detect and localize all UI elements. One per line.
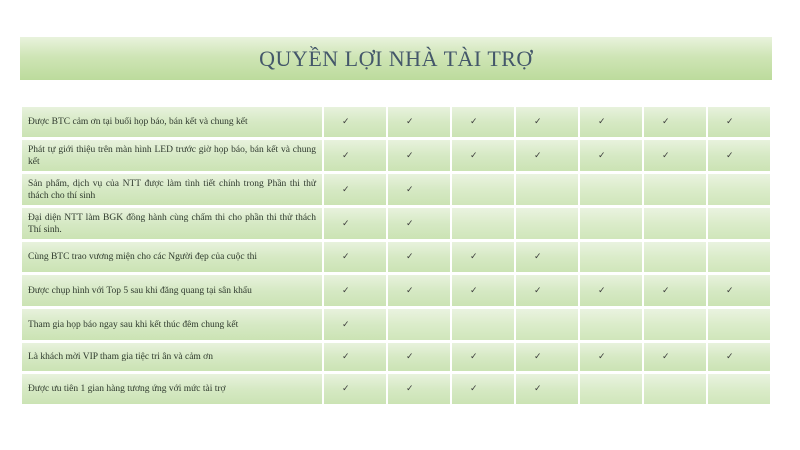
- benefit-label: Đại diện NTT làm BGK đồng hành cùng chấm thi cho phần thi thử thách Thí sinh.: [22, 208, 322, 239]
- benefit-label: Cùng BTC trao vương miện cho các Người đẹp của cuộc thi: [22, 242, 322, 272]
- check-icon: ✓: [516, 343, 578, 371]
- check-icon: ✓: [580, 275, 642, 306]
- check-icon: ✓: [516, 374, 578, 404]
- empty-cell: [452, 174, 514, 205]
- check-icon: ✓: [452, 343, 514, 371]
- check-icon: ✓: [324, 208, 386, 239]
- empty-cell: [516, 309, 578, 340]
- table-row: [22, 275, 770, 306]
- empty-cell: [644, 208, 706, 239]
- table-row: [22, 374, 770, 404]
- table-row: [22, 140, 770, 171]
- check-icon: ✓: [580, 343, 642, 371]
- empty-cell: [452, 309, 514, 340]
- table-row: [22, 309, 770, 340]
- empty-cell: [580, 309, 642, 340]
- empty-cell: [580, 174, 642, 205]
- page-title: QUYỀN LỢI NHÀ TÀI TRỢ: [259, 45, 533, 71]
- title-banner: [20, 37, 772, 80]
- check-icon: ✓: [388, 140, 450, 171]
- check-icon: ✓: [388, 174, 450, 205]
- benefit-label: Được ưu tiên 1 gian hàng tương ứng với mức tài trợ: [22, 374, 322, 404]
- benefit-label: Phát tự giới thiệu trên màn hình LED trước giờ họp báo, bán kết và chung kết: [22, 140, 322, 171]
- empty-cell: [516, 174, 578, 205]
- check-icon: ✓: [516, 242, 578, 272]
- table-row: [22, 242, 770, 272]
- check-icon: ✓: [388, 374, 450, 404]
- empty-cell: [388, 309, 450, 340]
- sponsor-benefits-table: [20, 104, 772, 407]
- table-row: [22, 343, 770, 371]
- check-icon: ✓: [580, 107, 642, 137]
- check-icon: ✓: [324, 275, 386, 306]
- empty-cell: [708, 242, 770, 272]
- empty-cell: [452, 208, 514, 239]
- check-icon: ✓: [644, 107, 706, 137]
- empty-cell: [644, 374, 706, 404]
- empty-cell: [644, 174, 706, 205]
- check-icon: ✓: [324, 343, 386, 371]
- empty-cell: [708, 208, 770, 239]
- benefit-label: Là khách mời VIP tham gia tiệc tri ân và cảm ơn: [22, 343, 322, 371]
- benefit-label: Sản phẩm, dịch vụ của NTT được làm tình tiết chính trong Phần thi thử thách cho thí sinh: [22, 174, 322, 205]
- table-row: [22, 174, 770, 205]
- check-icon: ✓: [708, 275, 770, 306]
- benefit-label: Được chụp hình với Top 5 sau khi đăng quang tại sân khấu: [22, 275, 322, 306]
- empty-cell: [708, 374, 770, 404]
- check-icon: ✓: [452, 242, 514, 272]
- check-icon: ✓: [708, 140, 770, 171]
- check-icon: ✓: [324, 140, 386, 171]
- check-icon: ✓: [388, 275, 450, 306]
- benefit-label: Tham gia họp báo ngay sau khi kết thúc đêm chung kết: [22, 309, 322, 340]
- empty-cell: [580, 208, 642, 239]
- empty-cell: [708, 309, 770, 340]
- check-icon: ✓: [516, 107, 578, 137]
- check-icon: ✓: [452, 374, 514, 404]
- empty-cell: [644, 242, 706, 272]
- empty-cell: [516, 208, 578, 239]
- check-icon: ✓: [644, 275, 706, 306]
- check-icon: ✓: [452, 140, 514, 171]
- check-icon: ✓: [452, 275, 514, 306]
- table-row: [22, 208, 770, 239]
- check-icon: ✓: [452, 107, 514, 137]
- check-icon: ✓: [388, 107, 450, 137]
- check-icon: ✓: [644, 140, 706, 171]
- check-icon: ✓: [324, 242, 386, 272]
- check-icon: ✓: [644, 343, 706, 371]
- check-icon: ✓: [708, 107, 770, 137]
- check-icon: ✓: [708, 343, 770, 371]
- check-icon: ✓: [324, 309, 386, 340]
- check-icon: ✓: [580, 140, 642, 171]
- benefit-label: Được BTC cảm ơn tại buổi họp báo, bán kết và chung kết: [22, 107, 322, 137]
- check-icon: ✓: [324, 107, 386, 137]
- check-icon: ✓: [388, 208, 450, 239]
- empty-cell: [580, 374, 642, 404]
- empty-cell: [708, 174, 770, 205]
- empty-cell: [644, 309, 706, 340]
- check-icon: ✓: [516, 275, 578, 306]
- table-row: [22, 107, 770, 137]
- check-icon: ✓: [388, 242, 450, 272]
- empty-cell: [580, 242, 642, 272]
- check-icon: ✓: [324, 374, 386, 404]
- check-icon: ✓: [324, 174, 386, 205]
- check-icon: ✓: [388, 343, 450, 371]
- check-icon: ✓: [516, 140, 578, 171]
